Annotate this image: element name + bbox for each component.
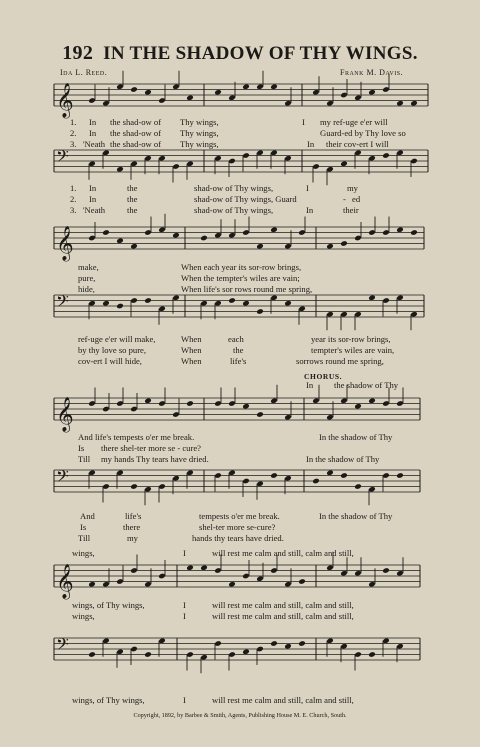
lyric-syllable: wings, xyxy=(72,548,95,558)
note-head xyxy=(368,89,376,96)
note-head xyxy=(396,100,404,107)
lyric-syllable: will rest me calm and still, calm and still, xyxy=(212,695,354,705)
treble-clef-icon: 𝄞 xyxy=(56,564,74,599)
system3-treble-lyrics xyxy=(0,432,480,466)
note-head xyxy=(186,564,194,571)
lyric-syllable: When the tempter's wiles are vain; xyxy=(181,273,300,283)
note-head xyxy=(396,226,404,233)
note-head xyxy=(144,651,152,658)
lyric-syllable: In xyxy=(306,205,314,215)
note-head xyxy=(340,240,348,247)
system2-bass-lyrics xyxy=(0,334,480,368)
lyric-syllable: Till xyxy=(78,454,91,464)
system2-treble-lyrics xyxy=(0,262,480,296)
note-head xyxy=(242,300,250,307)
lyric-syllable: When each year its sor-row brings, xyxy=(181,262,302,272)
lyric-syllable: In the shadow of Thy xyxy=(306,454,380,464)
lyric-syllable: In xyxy=(89,117,97,127)
note-head xyxy=(382,567,390,574)
note-head xyxy=(102,300,110,307)
note-head xyxy=(88,651,96,658)
note-head xyxy=(144,397,152,404)
note-head xyxy=(340,160,348,167)
bass-clef-icon: 𝄢 xyxy=(56,634,69,658)
lyric-syllable: sorrows round me spring, xyxy=(296,356,384,366)
lyric-syllable: ed xyxy=(352,194,361,204)
note-head xyxy=(354,483,362,490)
lyric-syllable: hands thy tears have dried. xyxy=(192,533,284,543)
note-head xyxy=(116,303,124,310)
note-head xyxy=(228,297,236,304)
hymn-title-text: IN THE SHADOW OF THY WINGS. xyxy=(103,43,418,64)
lyric-syllable: there shel-ter more se - cure? xyxy=(101,443,201,453)
lyric-syllable: And life's tempests o'er me break. xyxy=(78,432,195,442)
lyric-syllable: In the shadow of Thy xyxy=(319,511,393,521)
lyric-syllable: the shad-ow of xyxy=(110,117,162,127)
note-head xyxy=(340,472,348,479)
note-head xyxy=(200,235,208,242)
note-head xyxy=(130,483,138,490)
lyric-syllable: my hands Thy tears have dried. xyxy=(101,454,209,464)
lyric-syllable: the xyxy=(233,345,244,355)
note-head xyxy=(116,237,124,244)
lyric-syllable: the shad-ow of xyxy=(110,139,162,149)
note-head xyxy=(242,648,250,655)
note-head xyxy=(88,581,96,588)
lyric-syllable: by thy love so pure, xyxy=(78,345,147,355)
note-head xyxy=(298,578,306,585)
lyric-syllable: the shad-ow of xyxy=(110,128,162,138)
lyricist-credit: Ida L. Reed. xyxy=(60,68,108,77)
lyric-syllable: I xyxy=(183,548,186,558)
note-head xyxy=(270,226,278,233)
lyric-syllable: there xyxy=(123,522,141,532)
lyric-syllable: tempests o'er me break. xyxy=(199,511,280,521)
lyric-syllable: my xyxy=(347,183,358,193)
note-head xyxy=(326,243,334,250)
note-head xyxy=(312,478,320,485)
lyric-syllable: When xyxy=(181,356,202,366)
note-head xyxy=(326,469,334,476)
lyric-syllable: 'Neath xyxy=(83,139,106,149)
lyric-syllable: the xyxy=(127,205,138,215)
note-head xyxy=(130,243,138,250)
lyric-syllable: hide, xyxy=(78,284,95,294)
note-head xyxy=(382,152,390,159)
verse-number: 2. xyxy=(70,194,77,204)
note-head xyxy=(228,581,236,588)
bass-clef-icon: 𝄢 xyxy=(56,466,69,490)
lyric-syllable: Thy wings, xyxy=(180,139,219,149)
note-head xyxy=(284,300,292,307)
lyric-syllable: I xyxy=(306,183,309,193)
lyric-syllable: In xyxy=(89,194,97,204)
lyric-syllable: Thy wings, xyxy=(180,128,219,138)
note-head xyxy=(116,166,124,173)
lyric-syllable: will rest me calm and still, calm and still, xyxy=(212,548,354,558)
lyric-syllable: In the shadow of Thy xyxy=(319,432,393,442)
treble-clef-icon: 𝄞 xyxy=(56,226,74,261)
note-head xyxy=(242,403,250,410)
lyric-syllable: In xyxy=(307,139,315,149)
lyric-syllable: 'Neath xyxy=(83,205,106,215)
system4-bass-lyrics xyxy=(0,695,480,707)
bass-clef-icon: 𝄢 xyxy=(56,291,69,315)
note-head xyxy=(410,229,418,236)
note-head xyxy=(284,643,292,650)
lyric-syllable: life's xyxy=(230,356,247,366)
lyric-syllable: the xyxy=(127,194,138,204)
chorus-head-lyrics xyxy=(0,380,480,392)
note-head xyxy=(368,651,376,658)
lyric-syllable: And xyxy=(80,511,95,521)
system3-bass-lyrics xyxy=(0,511,480,545)
lyric-syllable: wings, of Thy wings, xyxy=(72,695,145,705)
note-head xyxy=(354,403,362,410)
lyric-syllable: life's xyxy=(125,511,142,521)
verse-number: 3. xyxy=(70,205,77,215)
lyric-syllable: Guard-ed by Thy love so xyxy=(320,128,406,138)
lyric-syllable: shad-ow of Thy wings, xyxy=(194,205,274,215)
lyric-syllable: my xyxy=(127,533,138,543)
lyric-syllable: I xyxy=(183,611,186,621)
note-head xyxy=(172,232,180,239)
lyric-syllable: my ref-uge e'er will xyxy=(320,117,388,127)
note-head xyxy=(270,83,278,90)
lyric-syllable: When xyxy=(181,345,202,355)
lyric-syllable: I xyxy=(183,695,186,705)
lyric-syllable: When xyxy=(181,334,202,344)
verse-number: 1. xyxy=(70,117,77,127)
note-head xyxy=(214,89,222,96)
note-head xyxy=(270,640,278,647)
note-head xyxy=(256,411,264,418)
lyric-syllable: In xyxy=(89,128,97,138)
lyric-syllable: tempter's wiles are vain, xyxy=(311,345,395,355)
lyric-syllable: year its sor-row brings, xyxy=(311,334,391,344)
lyric-syllable: wings, xyxy=(72,611,95,621)
lyric-syllable: the shadow of Thy xyxy=(334,380,399,390)
verse-number: 3. xyxy=(70,139,77,149)
treble-clef-icon: 𝄞 xyxy=(56,83,74,118)
lyric-syllable: cov-ert I will hide, xyxy=(78,356,142,366)
lyric-syllable: shad-ow of Thy wings, xyxy=(194,183,274,193)
lyric-syllable: will rest me calm and still, calm and still, xyxy=(212,611,354,621)
verse-number: 1. xyxy=(70,183,77,193)
note-head xyxy=(256,243,264,250)
lyric-syllable: each xyxy=(228,334,244,344)
copyright-notice: Copyright, 1892, by Barbee & Smith, Agents, Publishing House M. E. Church, South. xyxy=(133,712,347,719)
lyric-syllable: their xyxy=(343,205,359,215)
system1-bass-lyrics xyxy=(0,183,480,217)
note-head xyxy=(186,94,194,101)
bass-clef-icon: 𝄢 xyxy=(56,146,69,170)
lyric-syllable: shad-ow of Thy wings, Guard xyxy=(194,194,297,204)
lyric-syllable: I xyxy=(183,600,186,610)
lyric-syllable: wings, of Thy wings, xyxy=(72,600,145,610)
note-head xyxy=(368,397,376,404)
lyric-syllable: - xyxy=(343,194,346,204)
note-head xyxy=(256,308,264,315)
chorus-label: CHORUS. xyxy=(304,372,343,381)
lyric-syllable: the xyxy=(127,183,138,193)
note-head xyxy=(130,86,138,93)
note-head xyxy=(186,400,194,407)
lyric-syllable: Is xyxy=(78,443,85,453)
lyric-syllable: When life's sor rows round me spring, xyxy=(181,284,313,294)
hymn-number: 192 xyxy=(62,42,94,64)
lyric-syllable: In xyxy=(89,183,97,193)
lyric-syllable: pure, xyxy=(78,273,96,283)
lyric-syllable: I xyxy=(302,117,305,127)
note-head xyxy=(102,229,110,236)
note-head xyxy=(144,89,152,96)
lyric-syllable: shel-ter more se-cure? xyxy=(199,522,276,532)
lyric-syllable: Till xyxy=(78,533,91,543)
lyric-syllable: Thy wings, xyxy=(180,117,219,127)
note-head xyxy=(270,472,278,479)
system4-head-lyrics xyxy=(0,548,480,560)
lyric-syllable: will rest me calm and still, calm and still, xyxy=(212,600,354,610)
lyric-syllable: their cov-ert I will xyxy=(326,139,389,149)
lyric-syllable: ref-uge e'er will make, xyxy=(78,334,156,344)
composer-credit: Frank M. Davis. xyxy=(340,68,404,77)
system4-mid-lyrics xyxy=(0,600,480,623)
note-head xyxy=(410,100,418,107)
note-head xyxy=(144,297,152,304)
note-head xyxy=(200,564,208,571)
note-head xyxy=(396,472,404,479)
note-head xyxy=(298,640,306,647)
system1-treble-lyrics xyxy=(0,117,480,151)
lyric-syllable: Is xyxy=(80,522,87,532)
note-head xyxy=(242,83,250,90)
verse-number: 2. xyxy=(70,128,77,138)
lyric-syllable: In xyxy=(306,380,314,390)
lyric-syllable: make, xyxy=(78,262,99,272)
treble-clef-icon: 𝄞 xyxy=(56,397,74,432)
